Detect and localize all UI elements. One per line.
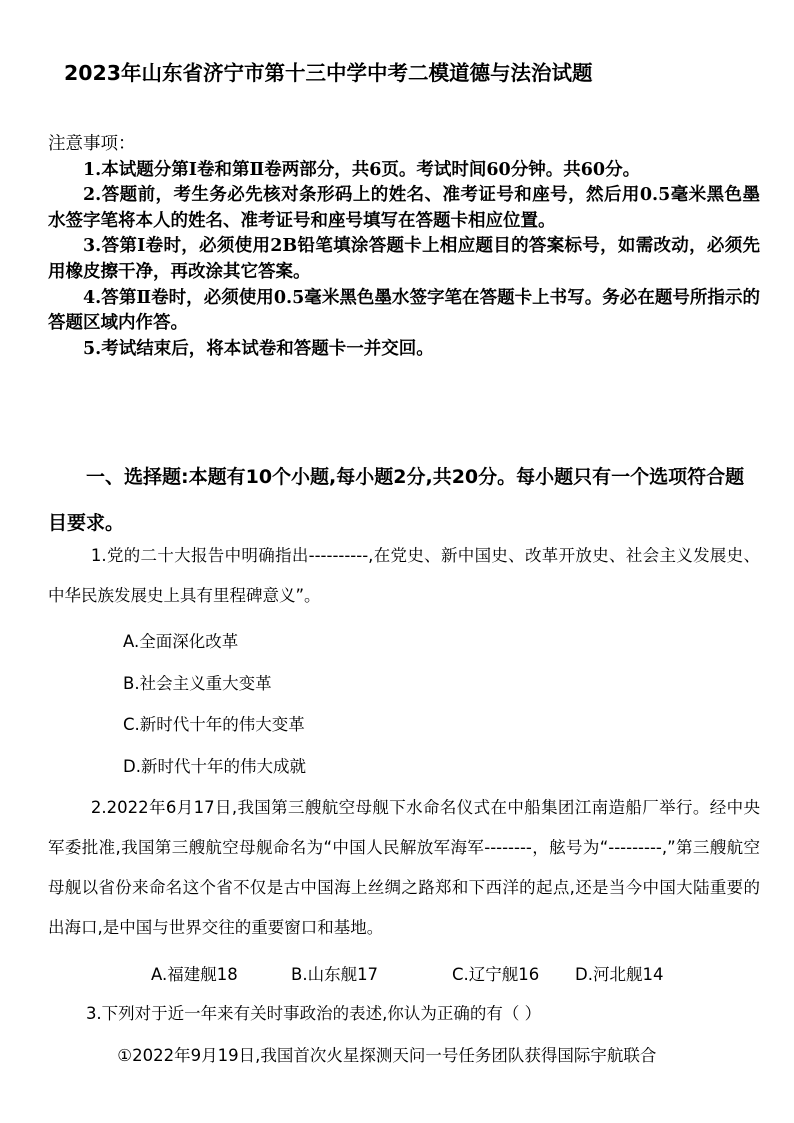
question-option: C.辽宁舰16 — [452, 965, 540, 984]
question-statement: ①2022年9月19日,我国首次火星探测天问一号任务团队获得国际宇航联合 — [117, 1046, 657, 1065]
question-stem: 3.下列对于近一年来有关时事政治的表述,你认为正确的有（ ） — [85, 1004, 542, 1023]
question-option: A.福建舰18 — [151, 965, 238, 984]
note-item: 5.考试结束后，将本试卷和答题卡一并交回。 — [83, 338, 434, 359]
question-options-row — [0, 961, 794, 985]
exam-notes — [48, 132, 760, 362]
question-stem: 1.党的二十大报告中明确指出----------,在党史、新中国史、改革开放史、社会主义发展史、中华民族发展史上具有里程碑意义”。 — [48, 546, 760, 605]
question-option: B.山东舰17 — [291, 965, 379, 984]
question-option: C.新时代十年的伟大变革 — [123, 715, 305, 734]
note-item: 2.答题前，考生务必先核对条形码上的姓名、准考证号和座号，然后用0.5毫米黑色墨水签字笔将本人的姓名、准考证号和座号填写在答题卡相应位置。 — [48, 185, 760, 231]
question-option: A.全面深化改革 — [123, 632, 239, 651]
question-option: B.社会主义重大变革 — [123, 674, 272, 693]
page-title: 2023年山东省济宁市第十三中学中考二模道德与法治试题 — [64, 61, 593, 85]
question-option: D.新时代十年的伟大成就 — [123, 757, 306, 776]
note-item: 4.答第Ⅱ卷时，必须使用0.5毫米黑色墨水签字笔在答题卡上书写。务必在题号所指示的答题区域内作答。 — [48, 287, 760, 334]
question-stem: 2.2022年6月17日,我国第三艘航空母舰下水命名仪式在中船集团江南造船厂举行。经中央军委批准,我国第三艘航空母舰命名为“中国人民解放军海军--------，舷号为“---------,”第三艘航空母舰以省份来命名这个省不仅是古中国海上丝绸之路郑和下西洋的起点,还是当今中国大陆重要的出海口,是中国与世界交往的重要窗口和基地。 — [48, 798, 760, 937]
note-item: 1.本试题分第Ⅰ卷和第Ⅱ卷两部分，共6页。考试时间60分钟。共60分。 — [83, 159, 641, 180]
notes-heading: 注意事项： — [48, 134, 136, 154]
note-item: 3.答第Ⅰ卷时，必须使用2B铅笔填涂答题卡上相应题目的答案标号，如需改动，必须先用橡皮擦干净，再改涂其它答案。 — [48, 236, 760, 282]
section-heading: 一、选择题:本题有10个小题,每小题2分,共20分。每小题只有一个选项符合题目要求。 — [48, 466, 745, 534]
question-option: D.河北舰14 — [575, 965, 664, 984]
